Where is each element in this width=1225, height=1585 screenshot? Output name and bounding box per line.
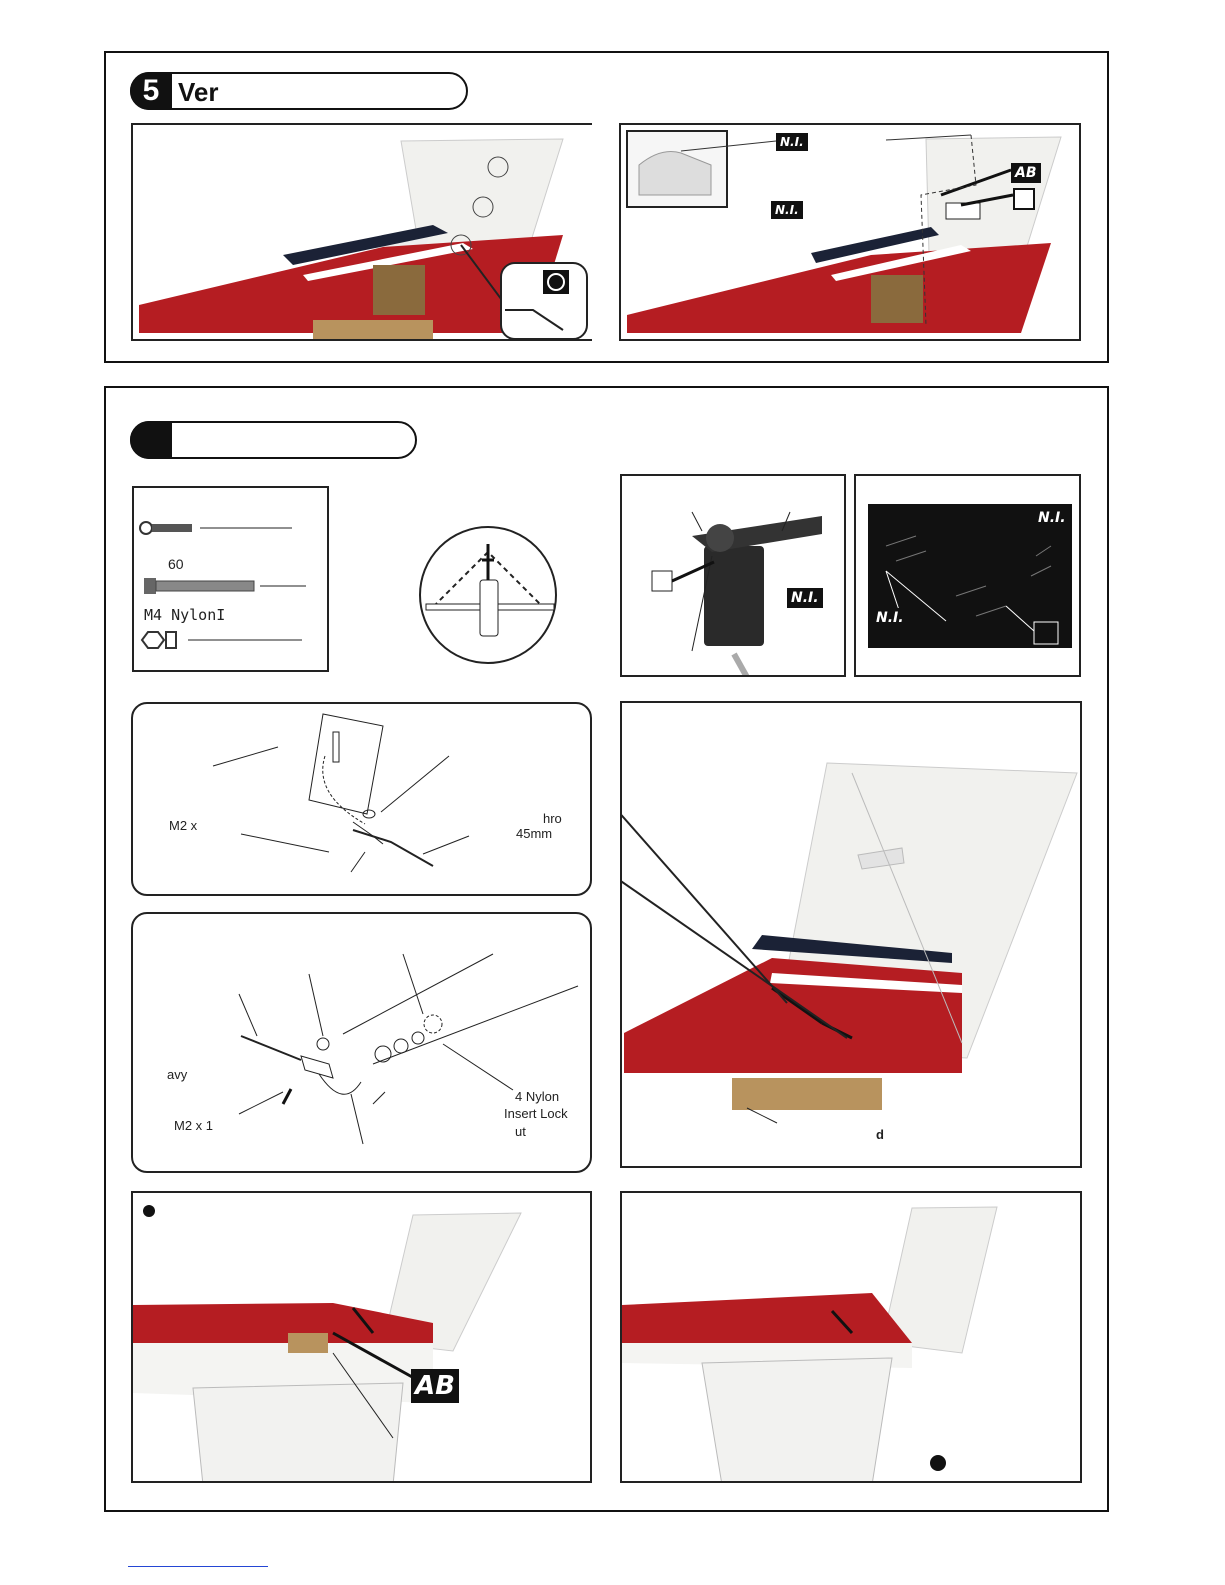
parts-drawing xyxy=(134,488,329,672)
pushrod-rod-label-b: 45mm xyxy=(516,826,553,841)
fin-photo-hinge xyxy=(621,125,1081,341)
alignment-diagram xyxy=(418,520,560,670)
horn-nut-label-a: 4 Nylon xyxy=(515,1089,560,1104)
parts-list xyxy=(132,486,329,672)
rudder-photo xyxy=(622,703,1082,1168)
ab-badge-1: AB xyxy=(1011,163,1041,183)
fin-photo xyxy=(133,125,592,341)
main-photo-caption: d xyxy=(876,1127,884,1142)
step6-heading xyxy=(130,421,417,459)
horn-detail xyxy=(131,912,592,1173)
stab-photo-right xyxy=(620,1191,1082,1483)
stab-photo-b xyxy=(622,1193,1082,1483)
ab-badge-2: AB xyxy=(411,1369,459,1403)
pushrod-drawing xyxy=(133,704,592,896)
bolt-length-label: 60 xyxy=(168,556,184,572)
step5-photo-right xyxy=(619,123,1081,341)
ni-badge-servo: N.I. xyxy=(787,588,823,608)
horn-rod-label: avy xyxy=(167,1067,188,1082)
stab-photo-left xyxy=(131,1191,592,1483)
footer-link-underline xyxy=(128,1566,268,1567)
horn-nut-label-c: ut xyxy=(515,1124,526,1139)
step6-number xyxy=(130,421,172,459)
step5-number: 5 xyxy=(130,72,172,110)
step5-heading xyxy=(130,72,468,110)
step5-title: Ver xyxy=(178,77,219,107)
horn-nut-label-b: Insert Lock xyxy=(504,1106,568,1121)
servo-photo xyxy=(620,474,846,677)
step5-photo-left xyxy=(131,123,592,341)
hardware-drawing xyxy=(856,476,1081,677)
rudder-main-photo xyxy=(620,701,1082,1168)
ni-badge-2: N.I. xyxy=(771,201,803,219)
pushrod-rod-label-a: hro xyxy=(543,811,562,826)
pushrod-detail xyxy=(131,702,592,896)
nut-label: M4 NylonI xyxy=(144,606,226,624)
ni-badge-hw-1: N.I. xyxy=(1034,508,1070,528)
ni-badge-hw-2: N.I. xyxy=(872,608,908,628)
servo-drawing xyxy=(622,476,846,677)
stab-photo-a xyxy=(133,1193,592,1483)
ni-badge-1: N.I. xyxy=(776,133,808,151)
pushrod-screw-label: M2 x xyxy=(169,818,198,833)
knife-icon xyxy=(1013,188,1035,210)
hardware-photo xyxy=(854,474,1081,677)
horn-screw-label: M2 x 1 xyxy=(174,1118,214,1133)
